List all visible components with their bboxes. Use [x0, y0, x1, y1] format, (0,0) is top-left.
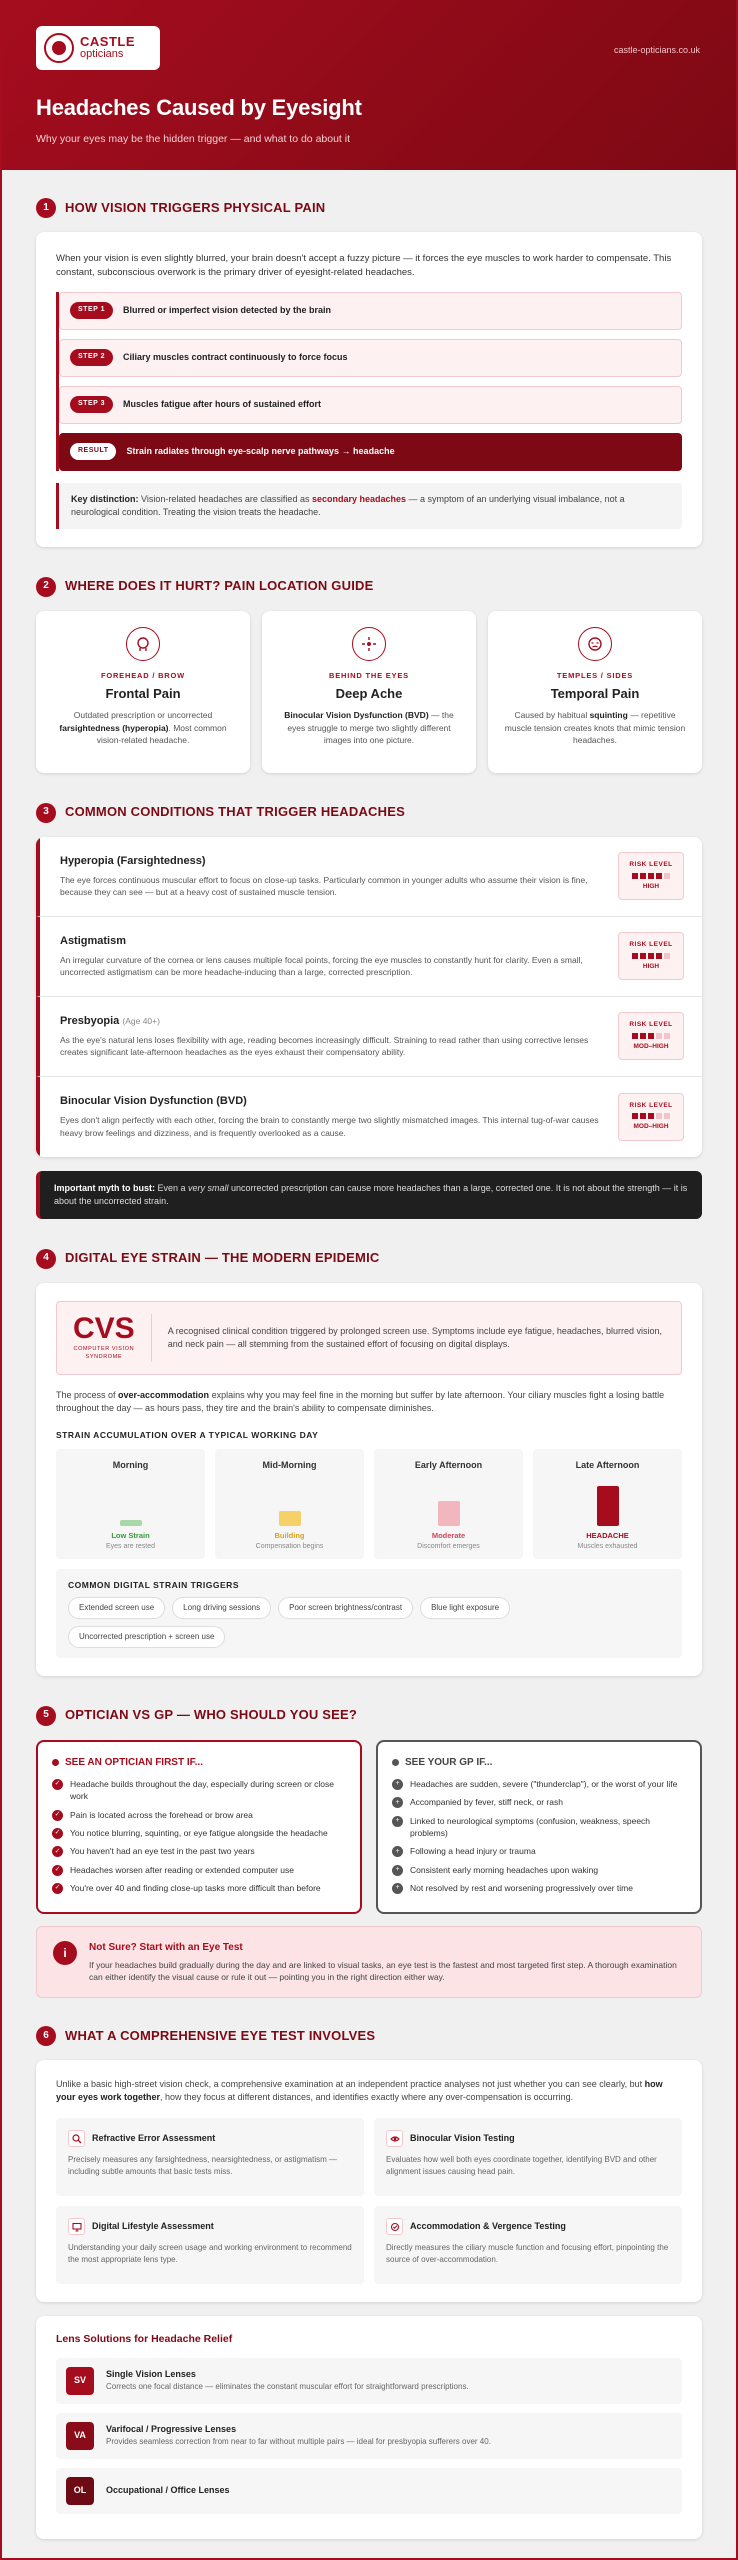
myth-text-end: uncorrected prescription can cause more headaches than a large, corrected one. It is not about the strength — it is about the uncorrected strain. [54, 1182, 688, 1206]
risk-label: RISK LEVEL [629, 861, 673, 869]
digital-strain-card [36, 1283, 702, 1676]
lens-name: Single Vision Lenses [106, 2369, 196, 2380]
stage-note: Muscles exhausted [577, 1542, 638, 1550]
check-icon: ✓ [52, 1810, 63, 1821]
brand-logo[interactable] [36, 26, 160, 70]
stage-time: Mid-Morning [262, 1460, 317, 1471]
risk-dot [648, 873, 654, 879]
strain-timeline [56, 1449, 682, 1559]
condition-desc: The eye forces continuous muscular effort to focus on close-up tasks. Particularly common in younger adults who assume their vision is fine, because they can see — but at a heavy cost of sustained muscle tension. [60, 874, 588, 898]
conditions-list [36, 837, 702, 1157]
criteria-item: ✓ Pain is located across the forehead or brow area [52, 1809, 346, 1821]
section-number: 6 [36, 2026, 56, 2046]
gp-panel [376, 1740, 702, 1915]
trigger-chip: Uncorrected prescription + screen use [68, 1626, 225, 1648]
pain-desc: Outdated prescription or uncorrected farsightedness (hyperopia). Most common vision-related headache. [59, 710, 227, 745]
risk-dot [632, 953, 638, 959]
test-item [56, 2118, 364, 2196]
step-text: Muscles fatigue after hours of sustained effort [123, 399, 322, 409]
section-3 [2, 803, 736, 1219]
stage-status: Low Strain [111, 1531, 150, 1541]
section-title: COMMON CONDITIONS THAT TRIGGER HEADACHES [65, 804, 405, 820]
lens-name: Occupational / Office Lenses [106, 2485, 230, 2496]
magnifier-icon [68, 2130, 85, 2147]
risk-value: MOD–HIGH [633, 1123, 669, 1131]
head-icon [126, 627, 160, 661]
accumulation-title: STRAIN ACCUMULATION OVER A TYPICAL WORKING DAY [56, 1429, 319, 1440]
pain-card-temporal [488, 611, 702, 773]
stage-note: Compensation begins [255, 1542, 324, 1550]
info-icon: i [53, 1941, 77, 1965]
step-pill: STEP 2 [70, 349, 113, 365]
pain-location: TEMPLES / SIDES [556, 670, 634, 680]
pain-card-frontal [36, 611, 250, 773]
step-pill: STEP 1 [70, 302, 113, 318]
section-number: 4 [36, 1249, 56, 1269]
risk-dot [632, 873, 638, 879]
risk-dot [664, 873, 670, 879]
cvs-acronym: CVS [73, 1311, 135, 1345]
risk-label: RISK LEVEL [629, 941, 673, 949]
criteria-item: + Linked to neurological symptoms (confusion, weakness, speech problems) [392, 1815, 686, 1840]
section-title: OPTICIAN VS GP — WHO SHOULD YOU SEE? [65, 1707, 358, 1723]
strain-bar [279, 1511, 301, 1526]
risk-label: RISK LEVEL [629, 1101, 673, 1109]
strain-bar [597, 1486, 619, 1526]
stage-status: Building [274, 1531, 305, 1541]
section-number: 2 [36, 577, 56, 597]
condition-row [36, 1077, 702, 1157]
section-title: WHERE DOES IT HURT? PAIN LOCATION GUIDE [65, 578, 374, 594]
castle-logo-icon [44, 33, 74, 63]
risk-meter [619, 953, 683, 959]
plus-icon: + [392, 1865, 403, 1876]
criteria-item: ✓ Headaches worsen after reading or extended computer use [52, 1864, 346, 1876]
lens-badge: OL [66, 2477, 94, 2505]
test-name: Refractive Error Assessment [92, 2133, 216, 2144]
timeline-stage [56, 1449, 205, 1559]
myth-emphasis: very small [188, 1182, 229, 1193]
focus-icon [386, 2218, 403, 2235]
section-number: 3 [36, 803, 56, 823]
step-text: Blurred or imperfect vision detected by the brain [123, 305, 332, 315]
logo-line2: opticians [80, 48, 124, 61]
step-pill: STEP 3 [70, 396, 113, 412]
criteria-item: ✓ You notice blurring, squinting, or eye fatigue alongside the headache [52, 1827, 346, 1839]
plus-icon: + [392, 1883, 403, 1894]
result-step [59, 433, 682, 471]
step-text: Ciliary muscles contract continuously to force focus [123, 352, 348, 362]
section-title: HOW VISION TRIGGERS PHYSICAL PAIN [65, 199, 326, 215]
risk-dot [656, 953, 662, 959]
risk-dot [656, 1113, 662, 1119]
callout-desc: If your headaches build gradually during the day and are linked to visual tasks, an eye test is the fastest and most targeted first step. A thorough examination can either identify the visual cause or rule it out — pointing you in the right direction either way. [89, 1959, 677, 1983]
timeline-stage [215, 1449, 364, 1559]
triggers-title: COMMON DIGITAL STRAIN TRIGGERS [68, 1580, 239, 1591]
pain-mechanism-card [36, 232, 702, 547]
timeline-stage [533, 1449, 682, 1559]
step-item [59, 386, 682, 424]
strain-bar [438, 1501, 460, 1526]
optician-panel [36, 1740, 362, 1915]
plus-icon: + [392, 1797, 403, 1808]
bullet-dot-icon [392, 1759, 399, 1766]
condition-desc: As the eye's natural lens loses flexibility with age, reading becomes increasingly difficult. Straining to read rather than using corrective lenses creates significant late-afternoon headaches as the eyes exhaust their compensatory ability. [60, 1034, 589, 1058]
test-name: Digital Lifestyle Assessment [92, 2221, 214, 2232]
lens-item [56, 2358, 682, 2404]
kd-label: Key distinction: [71, 493, 139, 504]
lens-desc: Corrects one focal distance — eliminates the constant muscular effort for straightforward prescriptions. [106, 2382, 469, 2392]
key-distinction-note [56, 483, 682, 529]
risk-meter [619, 1033, 683, 1039]
criteria-item: + Not resolved by rest and worsening progressively over time [392, 1882, 686, 1894]
criteria-item: ✓ You haven't had an eye test in the past two years [52, 1845, 346, 1857]
section-number: 1 [36, 198, 56, 218]
section-title: DIGITAL EYE STRAIN — THE MODERN EPIDEMIC [65, 1250, 380, 1266]
trigger-chip: Poor screen brightness/contrast [278, 1597, 413, 1619]
condition-name: Presbyopia (Age 40+) [60, 1014, 160, 1027]
condition-row [36, 837, 702, 917]
pain-type: Deep Ache [335, 685, 403, 701]
risk-dot [664, 1033, 670, 1039]
cvs-full-name: COMPUTER VISION SYNDROME [73, 1345, 135, 1360]
eye-icon [386, 2130, 403, 2147]
risk-dot [648, 953, 654, 959]
condition-name: Hyperopia (Farsightedness) [60, 854, 206, 867]
test-desc: Understanding your daily screen usage and working environment to recommend the most appropriate lens type. [68, 2243, 352, 2265]
timeline-stage [374, 1449, 523, 1559]
trigger-chips [68, 1597, 670, 1647]
kd-highlight: secondary headaches [311, 493, 407, 504]
test-name: Binocular Vision Testing [410, 2133, 515, 2144]
check-icon: ✓ [52, 1865, 63, 1876]
condition-row [36, 997, 702, 1077]
section-4 [2, 1249, 736, 1676]
risk-dot [640, 873, 646, 879]
pain-card-deep [262, 611, 476, 773]
hero-header [2, 0, 736, 170]
eye-test-card [36, 2060, 702, 2302]
stage-time: Early Afternoon [414, 1460, 483, 1471]
condition-desc: An irregular curvature of the cornea or lens causes multiple focal points, forcing the eye muscles to constantly hunt for clarity. Even a small, uncorrected astigmatism can be more headache-inducing than a large, corrected prescription. [60, 954, 583, 978]
risk-dot [640, 1033, 646, 1039]
risk-badge [618, 1093, 684, 1141]
section-5 [2, 1706, 736, 1999]
stage-status: HEADACHE [586, 1531, 629, 1541]
condition-name: Astigmatism [60, 934, 127, 947]
over-accommodation-text: The process of over-accommodation explains why you may feel fine in the morning but suffer by late afternoon. Your ciliary muscles fight a losing battle throughout the day — as hours pass, they tire and the brain's ability to compensate diminishes. [56, 1389, 665, 1413]
test-name: Accommodation & Vergence Testing [410, 2221, 566, 2232]
kd-text-end: — a symptom of an underlying visual imbalance, not a neurological condition. Treating the vision treats the headache. [71, 493, 625, 517]
criteria-item: + Accompanied by fever, stiff neck, or rash [392, 1796, 686, 1808]
section-1 [2, 198, 736, 547]
strain-bar [120, 1520, 142, 1526]
kd-text: Vision-related headaches are classified as [138, 493, 312, 504]
risk-dot [640, 953, 646, 959]
test-desc: Evaluates how well both eyes coordinate together, identifying BVD and other alignment issues causing head pain. [386, 2155, 657, 2177]
step-item [59, 339, 682, 377]
lens-solutions-card [36, 2316, 702, 2538]
section-2 [2, 577, 736, 773]
logo-line1: CASTLE [80, 34, 135, 50]
stage-time: Morning [112, 1460, 149, 1471]
risk-dot [656, 1033, 662, 1039]
risk-dot [664, 1113, 670, 1119]
step-item [59, 292, 682, 330]
lens-badge: VA [66, 2422, 94, 2450]
pain-desc: Caused by habitual squinting — repetitive muscle tension creates knots that mimic tension headaches. [504, 710, 686, 745]
pain-type: Frontal Pain [105, 685, 181, 701]
pain-location: FOREHEAD / BROW [100, 670, 186, 680]
bullet-dot-icon [52, 1759, 59, 1766]
test-item [374, 2206, 682, 2284]
pain-desc: Binocular Vision Dysfunction (BVD) — the eyes struggle to merge two slightly different images into one picture. [284, 710, 454, 745]
trigger-chip: Blue light exposure [420, 1597, 510, 1619]
pain-type: Temporal Pain [550, 685, 640, 701]
condition-desc: Eyes don't align perfectly with each other, forcing the brain to constantly merge two slightly mismatched images. This internal tug-of-war causes heavy brow feelings and dizziness, and is frequently overlooked as a cause. [60, 1115, 599, 1138]
lens-badge: SV [66, 2367, 94, 2395]
site-url-link[interactable]: castle-opticians.co.uk [613, 45, 700, 55]
step-list [56, 292, 682, 471]
criteria-item: ✓ Headache builds throughout the day, especially during screen or close work [52, 1778, 346, 1803]
lens-title: Lens Solutions for Headache Relief [56, 2333, 233, 2346]
monitor-icon [68, 2218, 85, 2235]
triggers-box [56, 1569, 682, 1658]
panel-title: SEE AN OPTICIAN FIRST IF... [65, 1756, 203, 1768]
plus-icon: + [392, 1816, 403, 1827]
test-desc: Precisely measures any farsightedness, nearsightedness, or astigmatism — including subtle amounts that basic tests miss. [68, 2155, 338, 2177]
risk-dot [648, 1113, 654, 1119]
stage-time: Late Afternoon [575, 1460, 640, 1471]
test-item [56, 2206, 364, 2284]
panel-title: SEE YOUR GP IF... [405, 1756, 493, 1768]
risk-dot [656, 873, 662, 879]
risk-label: RISK LEVEL [629, 1021, 673, 1029]
lens-name: Varifocal / Progressive Lenses [106, 2424, 237, 2435]
risk-dot [632, 1033, 638, 1039]
criteria-item: + Headaches are sudden, severe ("thunderclap"), or the worst of your life [392, 1778, 686, 1790]
lens-item [56, 2468, 682, 2514]
risk-dot [632, 1113, 638, 1119]
target-eye-icon [352, 627, 386, 661]
result-text: Strain radiates through eye-scalp nerve pathways → headache [126, 446, 395, 456]
check-icon: ✓ [52, 1779, 63, 1790]
trigger-chip: Extended screen use [68, 1597, 165, 1619]
risk-dot [640, 1113, 646, 1119]
risk-value: HIGH [642, 962, 660, 970]
myth-label: Important myth to bust: [54, 1182, 155, 1193]
risk-value: MOD–HIGH [633, 1042, 669, 1050]
risk-dot [664, 953, 670, 959]
lens-item [56, 2413, 682, 2459]
criteria-item: ✓ You're over 40 and finding close-up tasks more difficult than before [52, 1882, 346, 1894]
page-subtitle: Why your eyes may be the hidden trigger — and what to do about it [36, 132, 351, 145]
test-item [374, 2118, 682, 2196]
lens-desc: Provides seamless correction from near to far without multiple pairs — ideal for presbyopia sufferers over 40. [106, 2437, 491, 2447]
stage-status: Moderate [431, 1531, 466, 1541]
check-icon: ✓ [52, 1883, 63, 1894]
risk-badge [618, 852, 684, 900]
criteria-item: + Consistent early morning headaches upon waking [392, 1864, 686, 1876]
result-pill: RESULT [70, 443, 116, 459]
stage-note: Eyes are rested [105, 1542, 156, 1550]
callout-title: Not Sure? Start with an Eye Test [89, 1942, 243, 1954]
section-title: WHAT A COMPREHENSIVE EYE TEST INVOLVES [65, 2027, 376, 2043]
intro-text: When your vision is even slightly blurred, your brain doesn't accept a fuzzy picture — it forces the eye muscles to work harder to compensate. This constant, subconscious overwork is the primary driver of eyesight-related headaches. [56, 253, 672, 278]
myth-text: Even a [155, 1182, 189, 1193]
risk-value: HIGH [642, 882, 660, 890]
cvs-desc: A recognised clinical condition triggered by prolonged screen use. Symptoms include eye fatigue, headaches, blurred vision, and neck pain — all stemming from the sustained effort of focusing on digital displays. [167, 1325, 662, 1349]
section-number: 5 [36, 1706, 56, 1726]
stage-note: Discomfort emerges [417, 1542, 480, 1550]
condition-name: Binocular Vision Dysfunction (BVD) [60, 1095, 247, 1108]
criteria-item: + Following a head injury or trauma [392, 1845, 686, 1857]
risk-badge [618, 1012, 684, 1060]
pain-location: BEHIND THE EYES [329, 670, 409, 680]
plus-icon: + [392, 1846, 403, 1857]
plus-icon: + [392, 1779, 403, 1790]
risk-dot [648, 1033, 654, 1039]
test-desc: Directly measures the ciliary muscle function and focusing effort, pinpointing the source of over-accommodation. [386, 2243, 669, 2265]
trigger-chip: Long driving sessions [172, 1597, 271, 1619]
section-6 [2, 2026, 736, 2538]
squint-face-icon [578, 627, 612, 661]
check-icon: ✓ [52, 1828, 63, 1839]
not-sure-callout [36, 1926, 702, 1998]
condition-row [36, 917, 702, 997]
risk-meter [619, 1113, 683, 1119]
risk-badge [618, 932, 684, 980]
cvs-callout [56, 1301, 682, 1375]
page-title: Headaches Caused by Eyesight [36, 95, 362, 120]
myth-callout [36, 1171, 702, 1219]
check-icon: ✓ [52, 1846, 63, 1857]
risk-meter [619, 873, 683, 879]
eye-test-intro: Unlike a basic high-street vision check, a comprehensive examination at an independent practice analyses not just whether you can see clearly, but how your eyes work together, how they focus at different distances, and identifies exactly where any over-compensation is occurring. [56, 2079, 663, 2103]
